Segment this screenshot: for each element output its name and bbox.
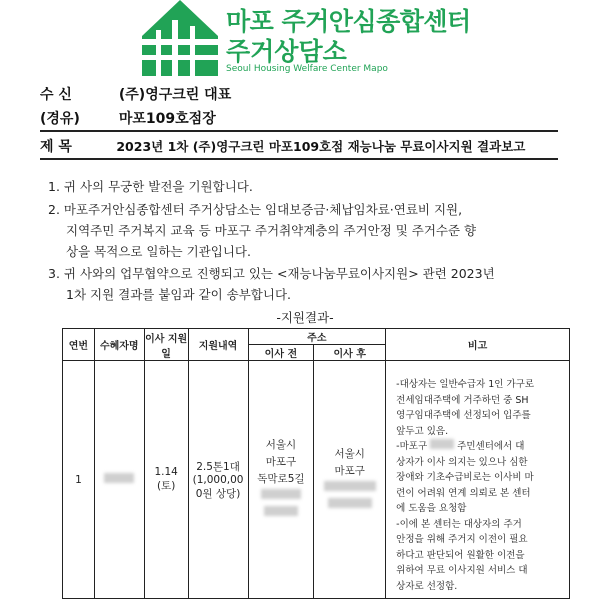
note-line: 위하여 무료 이사지원 서비스 대	[396, 565, 528, 576]
body-line-3b: 1차 지원 결과를 붙임과 같이 송부합니다.	[66, 287, 291, 302]
redacted-after-address	[324, 481, 376, 491]
via-value: 마포109호점장	[118, 111, 216, 127]
recipient-label: 수 신	[40, 87, 72, 103]
details-line-3: 0원 상당)	[195, 487, 241, 500]
note-line: 하다고 판단되어 원활한 이전을	[396, 549, 525, 561]
house-logo-icon	[142, 0, 218, 76]
results-caption: -지원결과-	[276, 310, 334, 325]
col-header-note: 비고	[386, 329, 570, 361]
note-line: -이에 본 센터는 대상자의 주거	[396, 518, 522, 530]
after-line-2: 마포구	[334, 464, 365, 477]
before-line-2: 마포구	[265, 456, 297, 468]
cell-name	[94, 361, 144, 599]
header-divider-bottom	[40, 158, 558, 160]
recipient-value: (주)영구크린 대표	[118, 87, 232, 103]
cell-after	[314, 361, 386, 599]
col-header-after: 이사 후	[314, 345, 386, 361]
recipient-row	[40, 84, 231, 104]
subject-row	[40, 136, 525, 156]
redacted-dong	[430, 439, 454, 449]
table-row	[63, 361, 570, 599]
center-title-line1: 마포 주거안심종합센터	[226, 7, 471, 36]
note-line: 에 도움을 요청함	[396, 503, 467, 514]
note-line	[396, 439, 565, 455]
details-line-2: (1,000,00	[192, 473, 244, 486]
header-divider-top	[40, 130, 558, 132]
note-line-part: 주민센터에서 대	[454, 441, 525, 452]
note-line: 련이 어려워 연계 의뢰로 본 센터	[396, 487, 531, 499]
redacted-name	[104, 473, 134, 483]
note-line: 상자로 선정함.	[396, 580, 458, 592]
col-header-address: 주소	[248, 329, 386, 345]
cell-before	[248, 361, 314, 599]
col-header-before: 이사 전	[248, 345, 314, 361]
col-header-no: 연번	[63, 329, 95, 361]
note-line: 상자가 이사 의지는 있으나 심한	[396, 456, 528, 468]
after-line-1: 서울시	[334, 447, 365, 460]
note-lines	[396, 377, 565, 594]
note-line: 안정을 위해 주거지 이전이 필요	[396, 534, 528, 545]
before-line-3: 독막로5길	[257, 473, 305, 485]
cell-note	[386, 361, 570, 599]
before-line-1: 서울시	[265, 439, 297, 451]
results-table	[62, 328, 570, 599]
via-label: (경유)	[40, 111, 80, 127]
note-line: 장애와 기초수급비로는 이사비 마	[396, 472, 534, 483]
note-line: 앞두고 있음.	[396, 425, 449, 437]
center-subtitle-en: Seoul Housing Welfare Center Mapo	[226, 64, 388, 74]
body-line-1: 1. 귀 사의 무궁한 발전을 기원합니다.	[48, 179, 253, 194]
body-line-3a: 3. 귀 사와의 업무협약으로 진행되고 있는 <재능나눔무료이사지원> 관련 2023년	[48, 266, 495, 281]
body-line-2b: 지역주민 주거복지 교육 등 마포구 주거취약계층의 주거안정 및 주거수준 향	[66, 223, 477, 238]
note-line: 영구임대주택에 선정되어 입주를	[396, 410, 531, 421]
col-header-details: 지원내역	[188, 329, 248, 361]
redacted-before-address	[261, 489, 301, 499]
cell-no: 1	[63, 361, 95, 599]
note-line-part: -마포구	[396, 441, 431, 452]
via-row	[40, 108, 216, 128]
subject-label: 제 목	[40, 139, 72, 155]
cell-details	[188, 361, 248, 599]
cell-date	[144, 361, 188, 599]
redacted-before-address-2	[264, 506, 298, 516]
center-logo	[142, 0, 471, 84]
col-header-name: 수혜자명	[94, 329, 144, 361]
body-line-2c: 상을 목적으로 일하는 기관입니다.	[66, 244, 251, 259]
body-line-2a: 2. 마포주거안심종합센터 주거상담소는 임대보증금·체납임차료·연료비 지원,	[48, 202, 463, 217]
details-line-1: 2.5톤1대	[196, 460, 240, 473]
subject-value: 2023년 1차 (주)영구크린 마포109호점 재능나눔 무료이사지원 결과보고	[116, 139, 526, 154]
cell-date-text: 1.14 (토)	[154, 466, 178, 492]
redacted-after-address-2	[328, 498, 372, 508]
col-header-date: 이사 지원일	[144, 329, 188, 361]
note-line: 전세임대주택에 거주하던 중 SH	[396, 394, 529, 406]
center-title-line2: 주거상담소	[226, 37, 347, 66]
note-line: -대상자는 일반수급자 1인 가구로	[396, 379, 535, 390]
